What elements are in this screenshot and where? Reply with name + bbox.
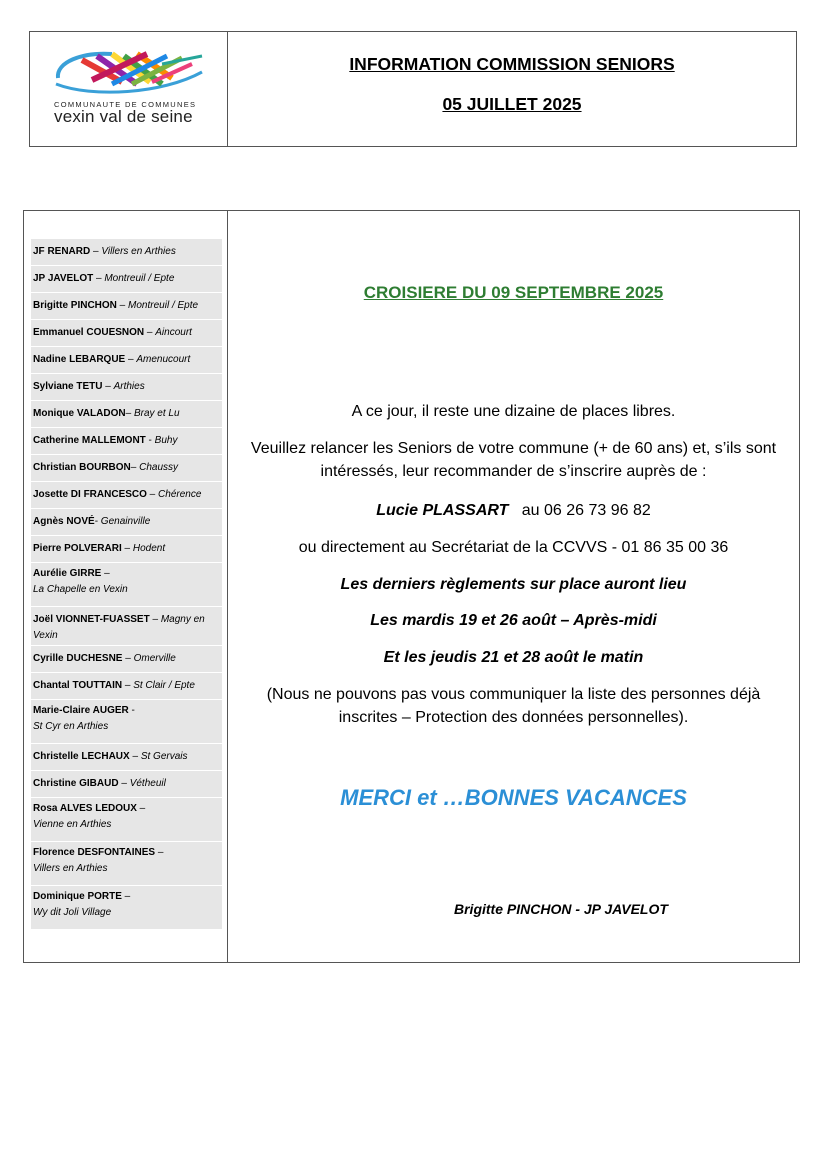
member-separator: –	[121, 891, 131, 902]
member-separator: –	[122, 653, 134, 664]
member-name: JF RENARD	[33, 246, 91, 257]
member-place: Vienne en Arthies	[33, 819, 112, 830]
signature: Brigitte PINCHON - JP JAVELOT	[454, 901, 668, 917]
member-name: Dominique PORTE	[33, 891, 122, 902]
member-separator: –	[125, 354, 137, 365]
member-name: Florence DESFONTAINES	[33, 847, 156, 858]
member-place: Wy dit Joli Village	[33, 907, 112, 918]
member-item	[31, 266, 222, 293]
member-name: Rosa ALVES LEDOUX	[33, 803, 137, 814]
member-item	[31, 428, 222, 455]
cruise-title: CROISIERE DU 09 SEPTEMBRE 2025	[363, 283, 664, 302]
member-item	[31, 320, 222, 347]
member-separator: –	[121, 543, 133, 554]
member-name: JP JAVELOT	[33, 273, 94, 284]
member-name: Brigitte PINCHON	[33, 300, 117, 311]
member-name: Christian BOURBON	[33, 462, 131, 473]
member-place: Amenucourt	[136, 354, 191, 365]
member-name: Christine GIBAUD	[33, 778, 119, 789]
member-place: St Cyr en Arthies	[33, 721, 109, 732]
member-item	[31, 239, 222, 266]
places-left-text: A ce jour, il reste une dizaine de places libres.	[351, 403, 676, 420]
member-item	[31, 347, 222, 374]
secretariat-text: ou directement au Secrétariat de la CCVVS - 01 86 35 00 36	[298, 539, 729, 556]
contact-name: Lucie PLASSART	[376, 502, 509, 519]
payments-tuesdays: Les mardis 19 et 26 août – Après-midi	[370, 612, 657, 629]
member-item	[31, 374, 222, 401]
contact-line	[228, 499, 799, 522]
member-separator: –	[155, 847, 164, 858]
relaunch-text: Veuillez relancer les Seniors de votre commune (+ de 60 ans) et, s’ils sont intéressés, leur recommander de s’inscrire auprès de :	[250, 440, 777, 480]
member-separator: –	[90, 246, 102, 257]
member-separator: –	[144, 327, 156, 338]
member-name: Catherine MALLEMONT	[33, 435, 146, 446]
member-separator: –	[101, 568, 110, 579]
member-place: Villers en Arthies	[33, 863, 108, 874]
member-item	[31, 509, 222, 536]
member-place: La Chapelle en Vexin	[33, 584, 128, 595]
logo-small-text: COMMUNAUTE DE COMMUNES	[54, 100, 197, 109]
members-list	[31, 239, 222, 930]
member-place: Arthies	[113, 381, 145, 392]
member-place: Montreuil / Epte	[128, 300, 199, 311]
member-item	[31, 563, 222, 607]
main-box	[23, 210, 800, 963]
thanks-message: MERCI et …BONNES VACANCES	[340, 785, 687, 810]
member-name: Aurélie GIRRE	[33, 568, 102, 579]
member-separator: –	[130, 462, 140, 473]
member-name: Sylviane TETU	[33, 381, 103, 392]
member-name: Pierre POLVERARI	[33, 543, 122, 554]
member-place: Magny en Vexin	[33, 614, 205, 641]
member-name: Monique VALADON	[33, 408, 126, 419]
member-place: Aincourt	[155, 327, 192, 338]
member-separator: –	[102, 381, 114, 392]
member-place: St Gervais	[140, 751, 188, 762]
member-place: Vétheuil	[129, 778, 166, 789]
member-name: Nadine LEBARQUE	[33, 354, 126, 365]
member-item	[31, 455, 222, 482]
member-name: Chantal TOUTTAIN	[33, 680, 123, 691]
member-place: Buhy	[154, 435, 178, 446]
member-separator: –	[122, 680, 134, 691]
member-item	[31, 293, 222, 320]
member-item	[31, 744, 222, 771]
member-item	[31, 798, 222, 842]
member-item	[31, 771, 222, 798]
member-separator: –	[118, 778, 130, 789]
member-separator: –	[136, 803, 146, 814]
member-item	[31, 401, 222, 428]
member-separator: –	[93, 273, 105, 284]
header-box	[29, 31, 797, 147]
member-place: Chérence	[158, 489, 202, 500]
member-separator: -	[145, 435, 155, 446]
member-separator: –	[149, 614, 161, 625]
privacy-note: (Nous ne pouvons pas vous communiquer la liste des personnes déjà inscrites – Protection des données personnelles).	[266, 686, 761, 726]
member-place: Genainville	[100, 516, 151, 527]
member-name: Marie-Claire AUGER	[33, 705, 129, 716]
member-name: Josette DI FRANCESCO	[33, 489, 147, 500]
member-place: St Clair / Epte	[133, 680, 195, 691]
member-name: Joël VIONNET-FUASSET	[33, 614, 150, 625]
member-name: Christelle LECHAUX	[33, 751, 130, 762]
member-separator: –	[125, 408, 134, 419]
logo-main-text: vexin val de seine	[54, 107, 193, 126]
payments-thursdays: Et les jeudis 21 et 28 août le matin	[383, 649, 644, 666]
member-item	[31, 536, 222, 563]
member-separator: –	[129, 751, 141, 762]
contact-phone: au 06 26 73 96 82	[521, 502, 651, 519]
member-name: Agnès NOVÉ	[33, 516, 95, 527]
logo	[30, 32, 228, 146]
member-item	[31, 482, 222, 509]
member-item	[31, 886, 222, 930]
member-place: Bray et Lu	[133, 408, 180, 419]
member-item	[31, 673, 222, 700]
member-separator: -	[128, 705, 135, 716]
member-place: Montreuil / Epte	[104, 273, 175, 284]
page-title: INFORMATION COMMISSION SENIORS	[349, 54, 675, 74]
payments-title: Les derniers règlements sur place auront lieu	[340, 576, 687, 593]
member-place: Villers en Arthies	[101, 246, 176, 257]
member-name: Emmanuel COUESNON	[33, 327, 145, 338]
member-item	[31, 607, 222, 646]
member-separator: –	[116, 300, 129, 311]
member-name: Cyrille DUCHESNE	[33, 653, 123, 664]
member-place: Chaussy	[139, 462, 179, 473]
member-place: Hodent	[132, 543, 166, 554]
member-item	[31, 700, 222, 744]
logo-graphic	[52, 48, 212, 100]
member-item	[31, 842, 222, 886]
member-separator: –	[146, 489, 159, 500]
page-date: 05 JUILLET 2025	[442, 94, 582, 114]
member-separator: -	[94, 516, 101, 527]
member-place: Omerville	[133, 653, 176, 664]
member-item	[31, 646, 222, 673]
